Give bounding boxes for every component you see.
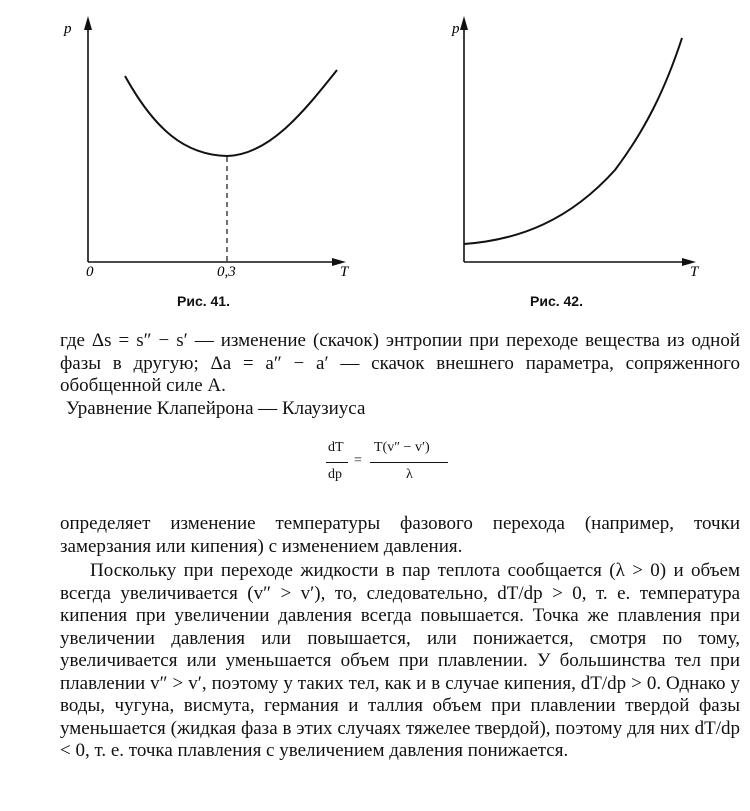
clapeyron-heading: Уравнение Клапейрона — Клаузиуса	[66, 398, 366, 419]
curve-minimum	[125, 70, 337, 156]
formula-equals: =	[354, 453, 362, 468]
clapeyron-formula	[326, 440, 456, 490]
figure-42-caption: Рис. 42.	[530, 293, 583, 309]
paragraph-1: где Δs = s″ − s′ — изменение (скачок) энтропии при переходе вещества из одной фазы в другую; Δa = a″ − a′ — скачок внешнего параметра, сопряженного обобщенной силе A.	[60, 330, 740, 396]
figure-41-plot	[0, 0, 360, 290]
figure-41-caption: Рис. 41.	[177, 293, 230, 309]
x-axis-label: T	[690, 264, 699, 280]
formula-rhs-numerator: T(v″ − v′)	[374, 440, 430, 455]
figure-42-plot	[420, 0, 750, 290]
paragraph-3: Поскольку при переходе жидкости в пар теплота сообщается (λ > 0) и объем всегда увеличивается (v″ > v′), то, следовательно, dT/dp > 0, т. е. температура кипения при увеличении давления всегда повышается. Точка же плавления при увеличении давления или повышается, или понижается, смотря по тому, увеличивается или уменьшается объем при плавлении. У большинства тел при плавлении v″ > v′, поэтому у таких тел, как и в случае кипения, dT/dp > 0. Однако у воды, чугуна, висмута, германия и таллия объем при плавлении твердой фазы уменьшается (жидкая фаза в этих случаях тяжелее твердой), поэтому для них dT/dp < 0, т. е. точка плавления с увеличением давления понижается.	[60, 560, 740, 761]
y-axis-arrow	[460, 16, 468, 30]
x-axis-label: T	[340, 264, 349, 280]
formula-lhs-numerator: dT	[328, 440, 344, 455]
figures-area	[0, 0, 750, 330]
y-axis-arrow	[84, 16, 92, 30]
origin-label: 0	[86, 264, 94, 280]
formula-lhs-denominator: dp	[328, 467, 342, 482]
paragraph-entropy	[60, 330, 740, 398]
formula-rhs-bar	[370, 462, 448, 463]
formula-rhs-denominator: λ	[406, 467, 413, 482]
y-axis-label: p	[452, 21, 460, 37]
y-axis-label: p	[64, 21, 72, 37]
paragraph-determines	[60, 513, 740, 558]
tick-label: 0,3	[217, 264, 236, 280]
formula-lhs-bar	[326, 462, 348, 463]
paragraph-boiling-melting	[60, 560, 740, 763]
paragraph-2: определяет изменение температуры фазового перехода (например, точки замерзания или кипения) с изменением давления.	[60, 513, 740, 557]
curve-rising	[464, 38, 682, 244]
